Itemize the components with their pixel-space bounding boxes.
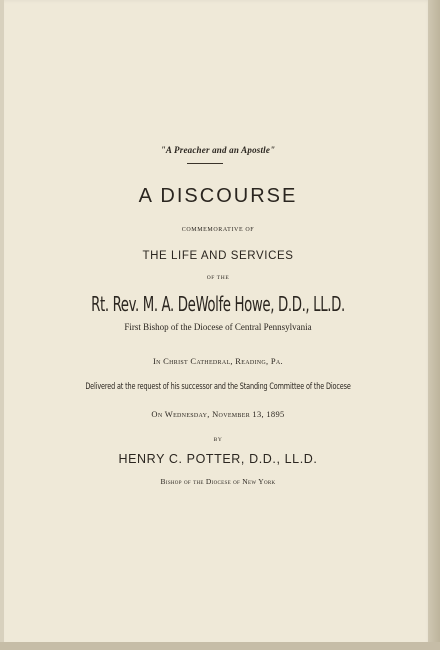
title-page: [4, 0, 432, 650]
short-rule-divider: [187, 163, 223, 164]
by-line: BY: [213, 437, 223, 443]
location-line: In Christ Cathedral, Reading, Pa.: [152, 356, 283, 366]
page-edge-right: [428, 0, 440, 650]
date-line: On Wednesday, November 13, 1895: [151, 409, 285, 419]
document-title: A DISCOURSE: [138, 185, 298, 207]
honoree-title: First Bishop of the Diocese of Central Pennsylvania: [124, 322, 312, 332]
epigraph: "A Preacher and an Apostle": [160, 145, 276, 155]
author-name: HENRY C. POTTER, D.D., LL.D.: [118, 452, 318, 466]
subject-line: THE LIFE AND SERVICES: [142, 250, 294, 262]
author-title: Bishop of the Diocese of New York: [160, 477, 276, 486]
delivered-line: Delivered at the request of his successor and the Standing Committee of the Diocese: [85, 382, 351, 392]
honoree-name: Rt. Rev. M. A. DeWolfe Howe, D.D., LL.D.: [91, 292, 345, 316]
of-the-line: OF THE: [206, 275, 230, 281]
page-edge-bottom: [0, 642, 440, 650]
commemorative-line: COMMEMORATIVE OF: [181, 227, 255, 233]
